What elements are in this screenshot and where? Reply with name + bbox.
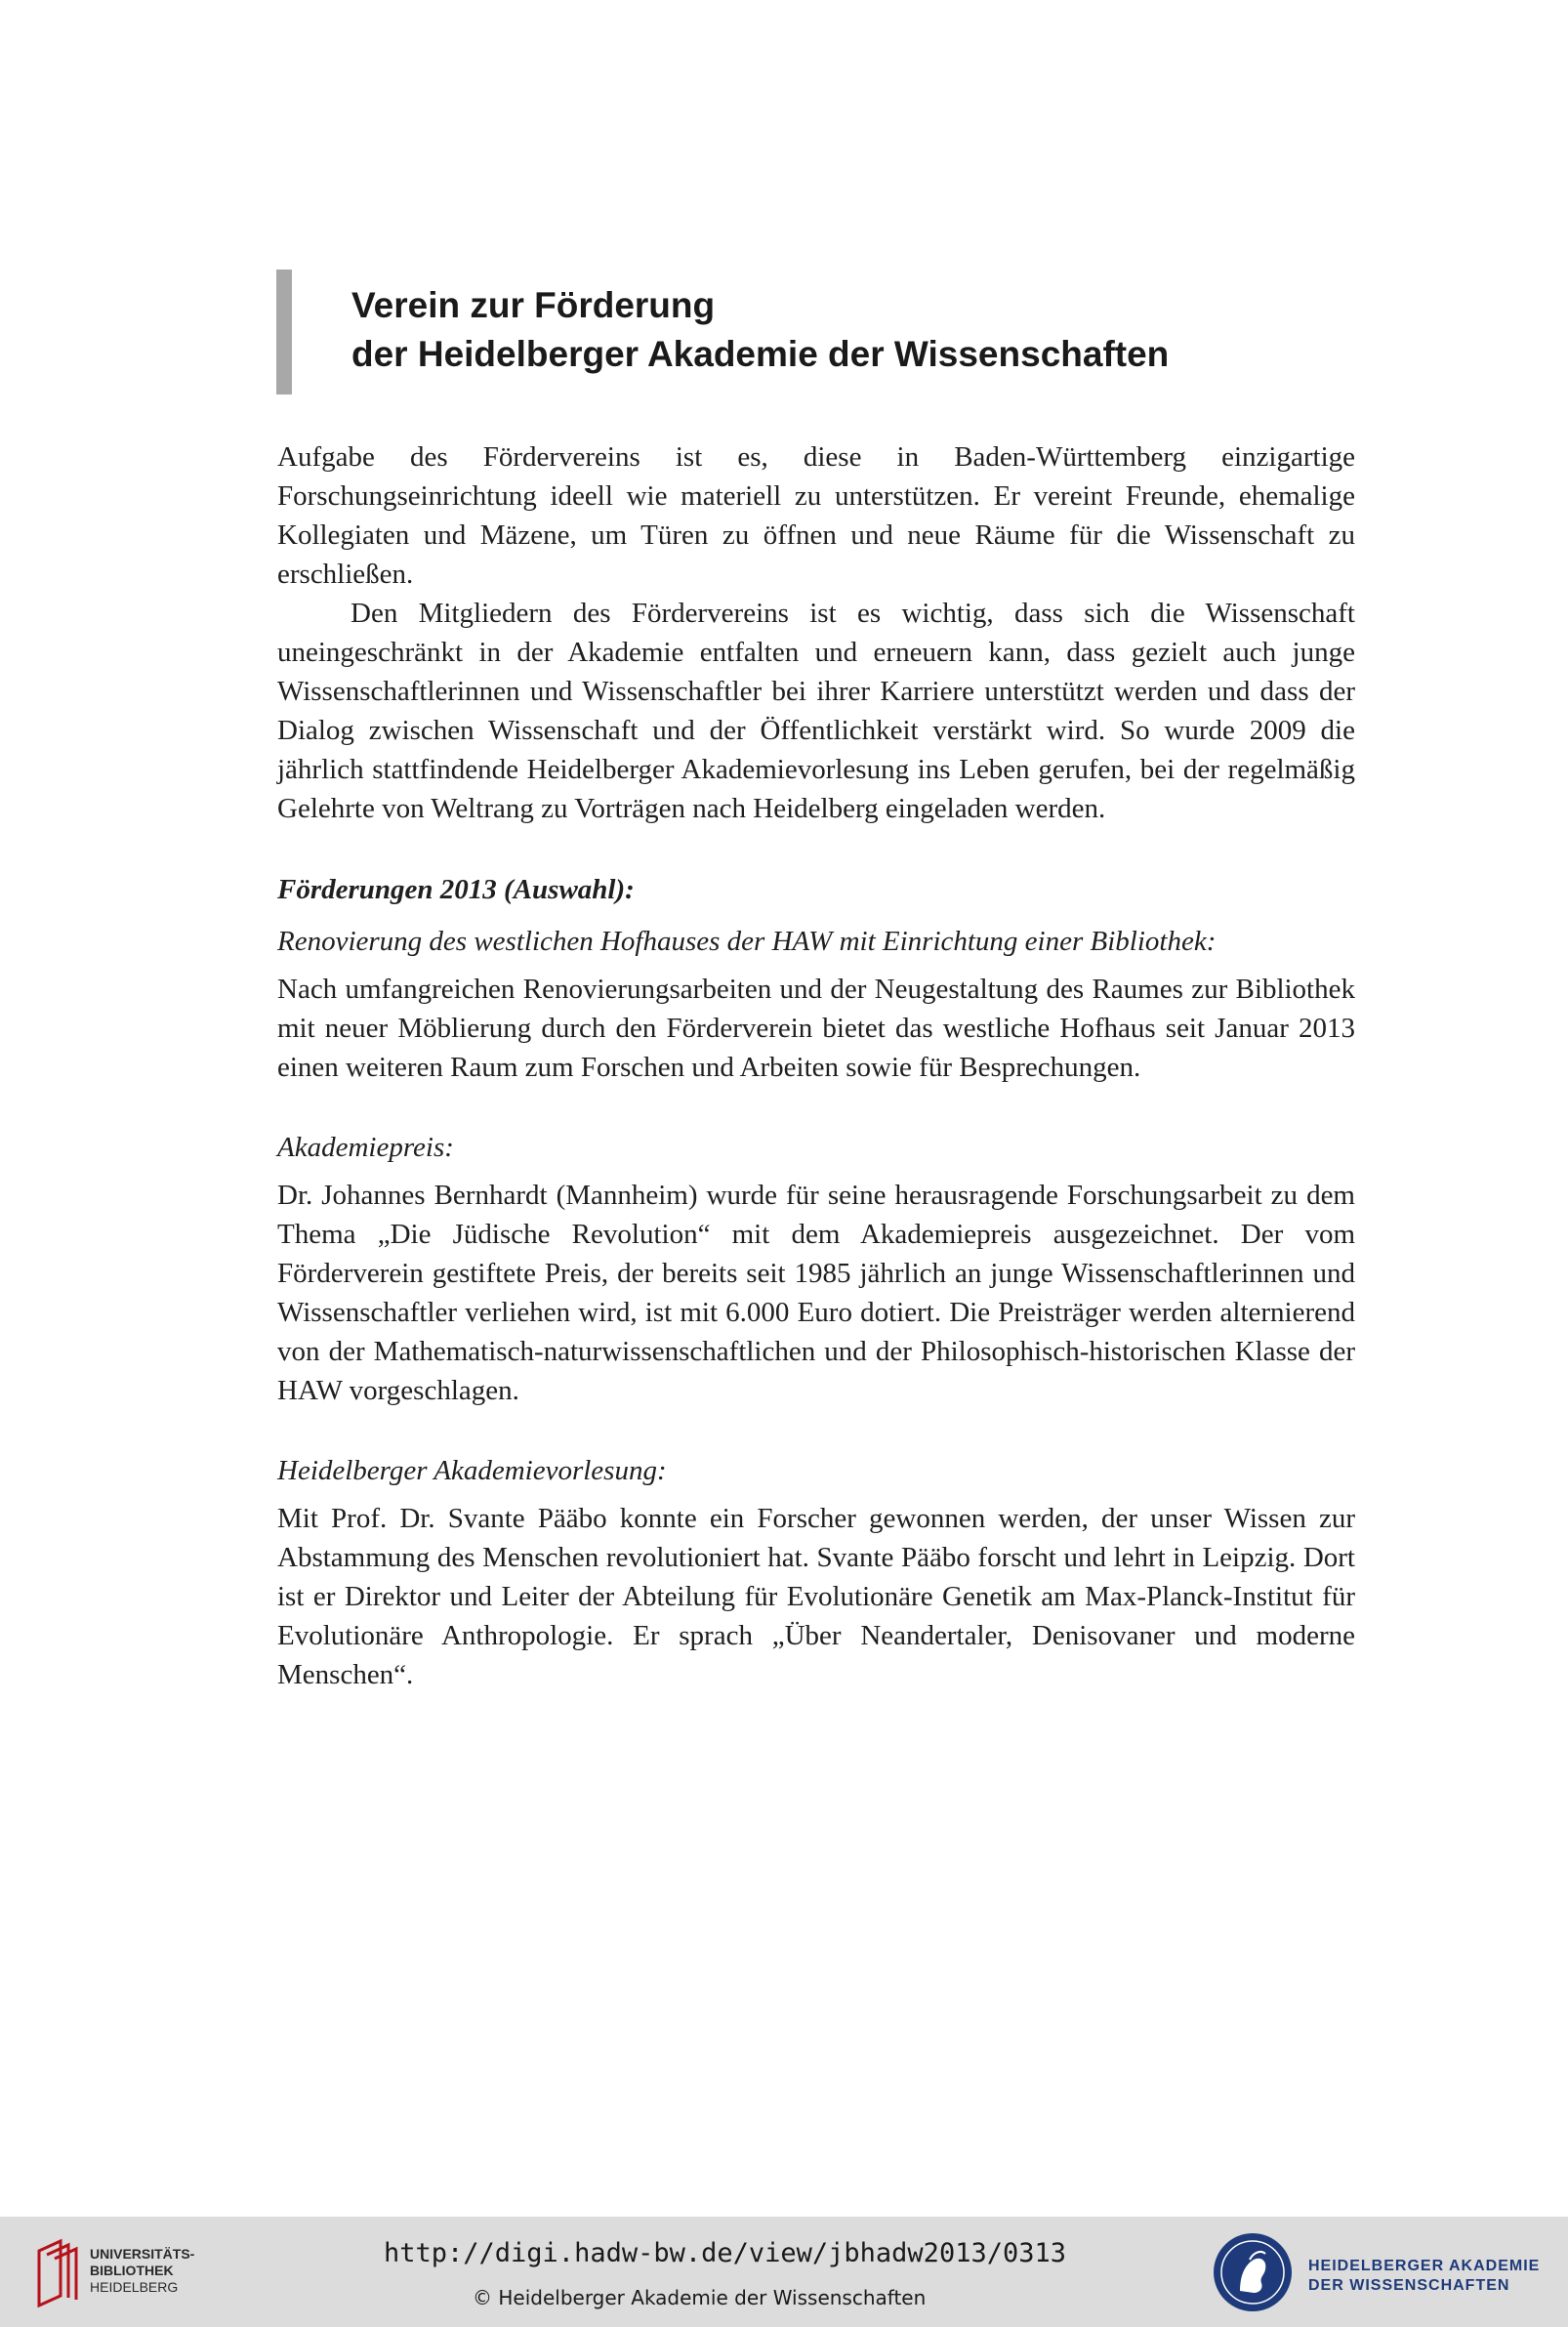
intro-paragraph-2: Den Mitgliedern des Fördervereins ist es wichtig, dass sich die Wissenschaft uneingeschränkt in der Akademie entfalten und erneuern kann, dass gezielt auch junge Wissenschaftlerinnen und Wissenschaftler bei ihrer Karriere unterstützt werden und dass der Dialog zwischen Wissenschaft und der Öffentlichkeit verstärkt wird. So wurde 2009 die jährlich stattfindende Heidelberger Akademievorlesung ins Leben gerufen, bei der regelmäßig Gelehrte von Weltrang zu Vorträgen nach Heidelberg eingeladen werden. (277, 598, 1355, 824)
item-text-akademiepreis: Dr. Johannes Bernhardt (Mannheim) wurde für seine herausragende Forschungsarbeit zu dem Thema „Die Jüdische Revolution“ mit dem Akademiepreis ausgezeichnet. Der vom Förderverein gestiftete Preis, der bereits seit 1985 jährlich an junge Wissenschaftlerinnen und Wissenschaftler verliehen wird, ist mit 6.000 Euro dotiert. Die Preisträger werden alternierend von der Mathematisch-naturwissenschaftlichen und der Philosophisch-historischen Klasse der HAW vorgeschlagen. (277, 1180, 1355, 1406)
footer-bar (0, 2217, 1568, 2327)
page-title-line-2: der Heidelberger Akademie der Wissenschaften (351, 334, 1170, 374)
academy-seal-icon (1211, 2230, 1295, 2314)
section-heading-foerderungen: Förderungen 2013 (Auswahl): (277, 874, 635, 905)
academy-logo[interactable] (1211, 2228, 1543, 2316)
page-title-line-1: Verein zur Förderung (351, 285, 716, 325)
intro-paragraph-1: Aufgabe des Fördervereins ist es, diese in Baden-Württemberg einzigartige Forschungseinrichtung ideell wie materiell zu unterstützen. Er vereint Freunde, ehemalige Kollegiaten und Mäzene, um Türen zu öffnen und neue Räume für die Wissenschaft zu erschließen. (277, 441, 1355, 590)
university-library-logo-text: UNIVERSITÄTS- BIBLIOTHEK HEIDELBERG (90, 2246, 195, 2295)
item-title-akademiepreis: Akademiepreis: (277, 1132, 454, 1163)
library-books-icon (33, 2237, 80, 2307)
academy-logo-text: HEIDELBERGER AKADEMIE DER WISSENSCHAFTEN (1308, 2258, 1541, 2294)
item-title-akademievorlesung: Heidelberger Akademievorlesung: (277, 1455, 667, 1486)
copyright-notice: © Heidelberger Akademie der Wissenschaften (473, 2286, 927, 2309)
page-title (351, 281, 1169, 379)
document-body (277, 437, 1355, 1694)
university-library-logo[interactable] (33, 2229, 209, 2313)
item-text-renovierung: Nach umfangreichen Renovierungsarbeiten und der Neugestaltung des Raumes zur Bibliothek mit neuer Möblierung durch den Förderverein bietet das westliche Hofhaus seit Januar 2013 einen weiteren Raum zum Forschen und Arbeiten sowie für Besprechungen. (277, 974, 1355, 1083)
item-text-akademievorlesung: Mit Prof. Dr. Svante Pääbo konnte ein Forscher gewonnen werden, der unser Wissen zur Abstammung des Menschen revolutioniert hat. Svante Pääbo forscht und lehrt in Leipzig. Dort ist er Direktor und Leiter der Abteilung für Evolutionäre Genetik am Max-Planck-Institut für Evolutionäre Anthropologie. Er sprach „Über Neandertaler, Denisovaner und moderne Menschen“. (277, 1503, 1355, 1690)
item-title-renovierung: Renovierung des westlichen Hofhauses der HAW mit Einrichtung einer Bibliothek: (277, 926, 1217, 957)
heading-accent-bar (276, 270, 292, 395)
document-url-link[interactable]: http://digi.hadw-bw.de/view/jbhadw2013/0313 (384, 2238, 1066, 2268)
